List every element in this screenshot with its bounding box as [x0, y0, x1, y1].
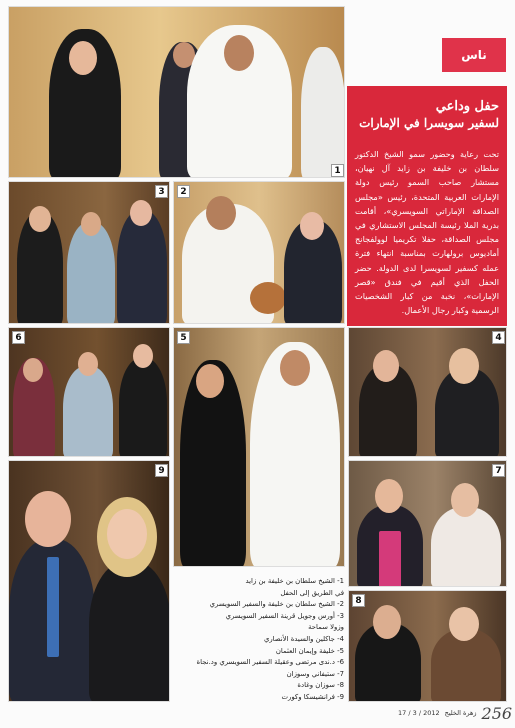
woman-white-figure [431, 507, 501, 587]
photo-6 [8, 327, 170, 457]
article-subtitle: لسفير سويسرا في الإمارات [359, 116, 499, 130]
photo-5 [173, 327, 345, 567]
photo-number-2: 2 [177, 185, 190, 198]
ambassador-figure [117, 210, 167, 324]
woman-face [107, 509, 147, 559]
caption-line: 9- فرانشيسكا وكورت [281, 692, 344, 701]
sheikh-face [224, 35, 254, 71]
photo-number-7: 7 [492, 464, 505, 477]
caption-line: 6- د.ندى مرتضى وعقيلة السفير السويسري ود.نجاة [196, 658, 344, 667]
man-face [25, 491, 71, 547]
caption-line: 7- ستيفاني وسوزان [286, 669, 344, 678]
photo-number-5: 5 [177, 331, 190, 344]
photo-7 [348, 460, 507, 587]
caption-line: 4- جاكلين والسيدة الأنصاري [263, 634, 344, 643]
issue-date: 2012 / 3 / 17 [398, 709, 440, 717]
sheikh-face [206, 196, 236, 230]
woman-face [69, 41, 97, 75]
photo-number-1: 1 [331, 164, 344, 177]
ambassador-face [130, 200, 152, 226]
caption-line: في الطريق إلى الحفل [280, 588, 344, 597]
blue-tie [47, 557, 59, 657]
woman-face [373, 350, 399, 382]
pink-top [379, 531, 401, 587]
photo-3 [8, 181, 170, 324]
photo-number-4: 4 [492, 331, 505, 344]
woman-face [373, 605, 401, 639]
caption-line: 8- سوزان وغادة [297, 681, 344, 690]
ambassador-face [300, 212, 324, 240]
photo-number-9: 9 [155, 464, 168, 477]
woman-blonde-face [449, 348, 479, 384]
woman-face [375, 479, 403, 513]
caption-line: وزولا سماحة [308, 623, 344, 632]
woman-face [196, 364, 224, 398]
woman-blue-shawl-figure [63, 366, 113, 457]
woman-face [23, 358, 43, 382]
woman-face [133, 344, 153, 368]
photo-2 [173, 181, 345, 324]
photo-number-6: 6 [12, 331, 25, 344]
article-body: تحت رعاية وحضور سمو الشيخ الدكتور سلطان بن خليفة بن زايد آل نهيان، مستشار صاحب السمو رئيس دولة الإمارات العربية المتحدة، رئيس «مجلس الصداقة الإماراتي السويسري»، أقامت بدرية الملا رئيسة المجلس الاستشاري في مجلس الصداقة، حفلا تكريميا لوولفجانج أماديوس برولهارت بمناسبة انتهاء فترة عمله كسفير لسويسرا لدى الدولة. حضر الحفل الذي أقيم في فندق «قصر الإمارات»، نخبة من كبار الشخصيات الرسمية وكبار رجال الأعمال. [355, 149, 499, 316]
caption-line: 2- الشيخ سلطان بن خليفة والسفير السويسري [209, 600, 344, 609]
section-tab: ناس [442, 38, 506, 72]
photo-8 [348, 590, 507, 702]
caption-line: 3- أورس وجويل قرينة السفير السويسري [225, 611, 344, 620]
photo-9 [8, 460, 170, 702]
article-box [347, 86, 507, 326]
photo-4 [348, 327, 507, 457]
photo-1 [8, 6, 345, 178]
woman-face [449, 607, 479, 641]
guest-white-figure [301, 47, 345, 178]
woman-face [81, 212, 101, 236]
magazine-name: زهرة الخليج [444, 709, 477, 717]
caption-line: 1- الشيخ سلطان بن خليفة بن زايد [245, 577, 344, 585]
woman-face [78, 352, 98, 376]
photo-number-8: 8 [352, 594, 365, 607]
woman-black-figure [119, 358, 167, 457]
man-face [280, 350, 310, 386]
page-number: 256 [481, 703, 513, 723]
photo-number-3: 3 [155, 185, 168, 198]
woman-face [29, 206, 51, 232]
woman-blonde-figure [89, 561, 170, 702]
article-title: حفل وداعي [435, 99, 499, 114]
woman-face [451, 483, 479, 517]
photo-captions [196, 576, 344, 702]
gift-object [250, 282, 286, 314]
caption-line: 5- خليفة وإيمان العثمان [275, 646, 344, 655]
woman-shawl-figure [67, 222, 115, 324]
page-footer [398, 705, 512, 721]
